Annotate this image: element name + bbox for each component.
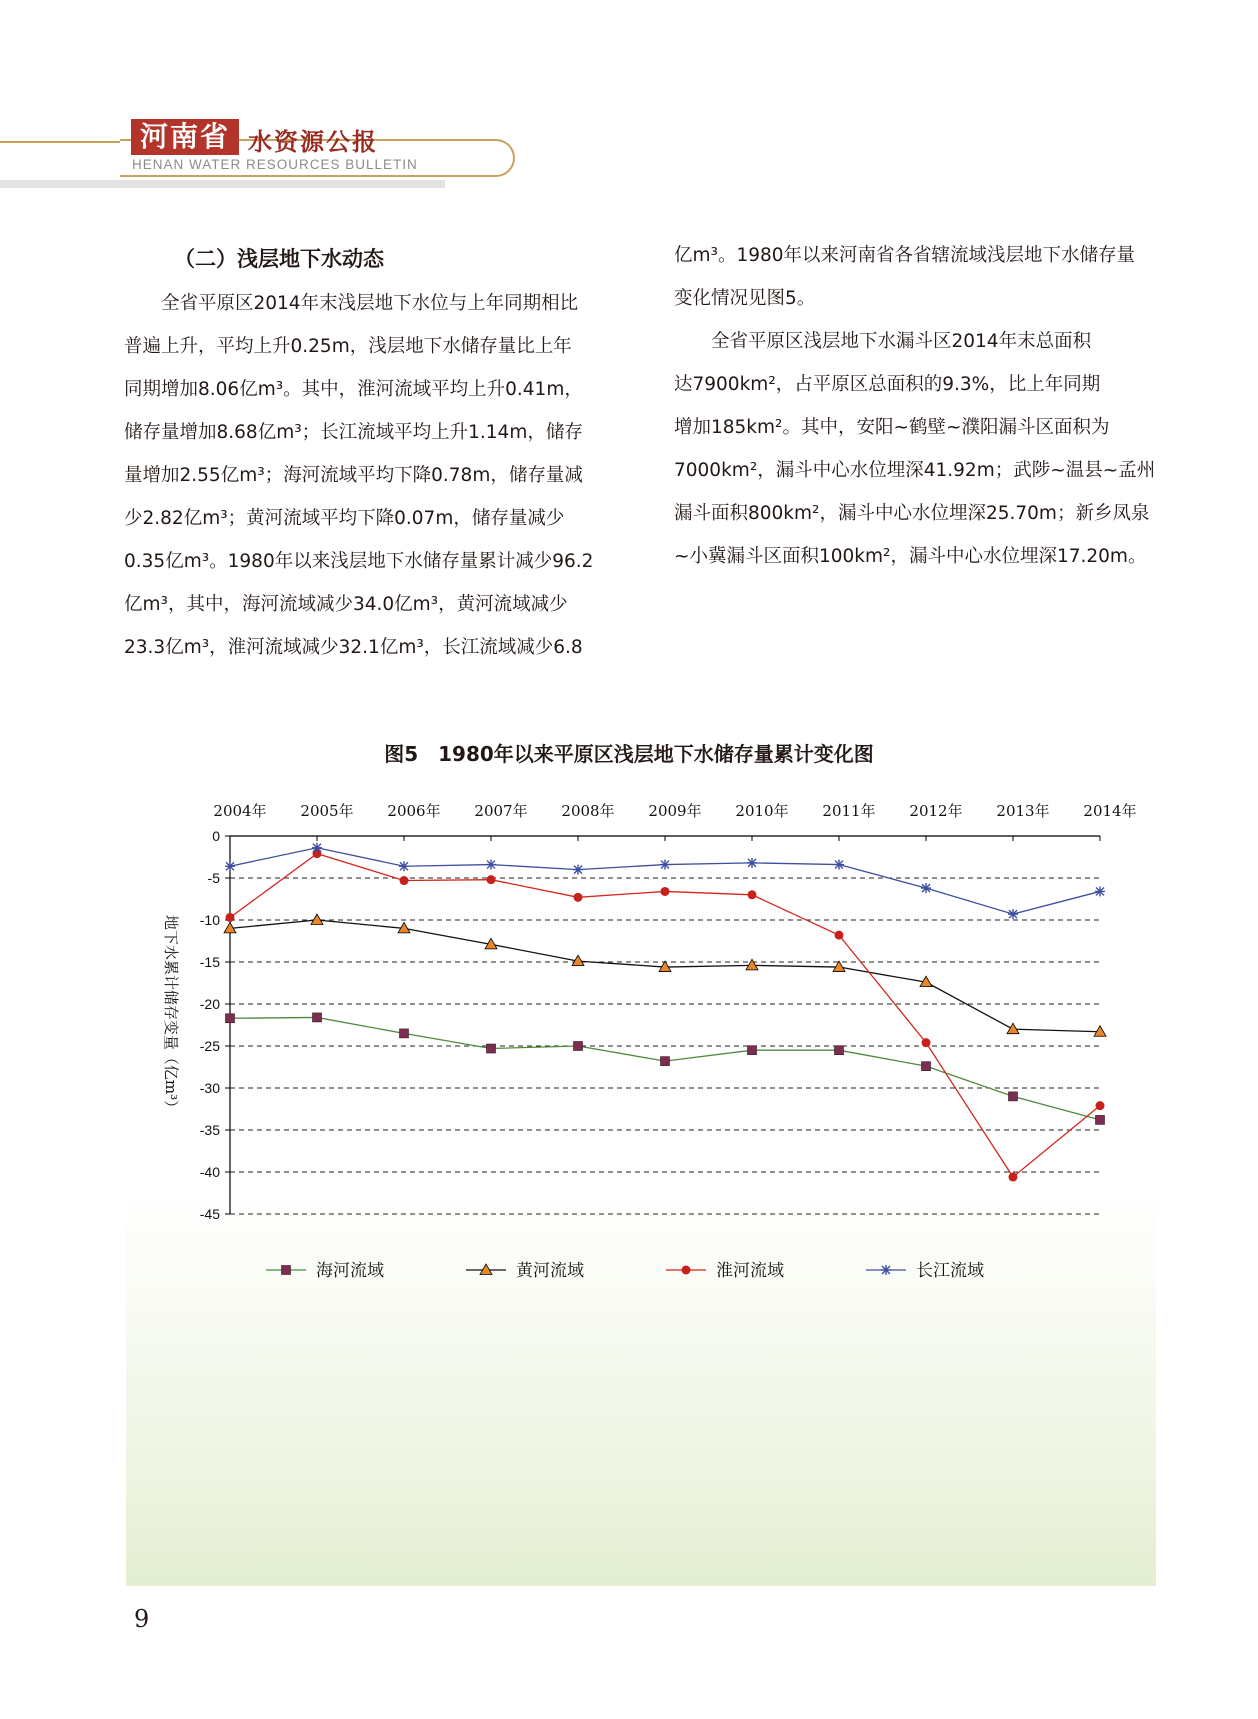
data-point	[921, 883, 931, 893]
x-tick-label: 2011年	[822, 802, 876, 820]
data-point	[399, 861, 409, 871]
text-line: 23.3亿m³，淮河流域减少32.1亿m³，长江流域减少6.8	[124, 637, 583, 658]
y-tick-label: -10	[199, 912, 220, 928]
data-point	[573, 865, 583, 875]
data-point	[312, 843, 322, 853]
data-point	[661, 1057, 670, 1066]
data-point	[487, 1044, 496, 1053]
text-line: 达7900km²，占平原区总面积的9.3%，比上年同期	[674, 374, 1101, 395]
x-tick-label: 2008年	[561, 802, 615, 820]
data-point	[486, 860, 496, 870]
y-axis-title: 地下水累计储存变量（亿m³）	[162, 914, 180, 1116]
series-line	[230, 920, 1100, 1032]
text-line: 漏斗面积800km²，漏斗中心水位埋深25.70m；新乡凤泉	[674, 503, 1150, 524]
y-tick-label: -30	[199, 1080, 220, 1096]
data-point	[660, 860, 670, 870]
y-tick-label: -20	[199, 996, 220, 1012]
section-title: （二）浅层地下水动态	[174, 247, 384, 271]
data-point	[225, 861, 235, 871]
data-point	[400, 1029, 409, 1038]
data-point	[1096, 1115, 1105, 1124]
data-point	[311, 914, 323, 925]
right-column	[674, 234, 1174, 578]
y-tick-label: 0	[212, 828, 220, 844]
legend-label: 淮河流域	[716, 1261, 784, 1281]
series-line	[230, 1017, 1100, 1119]
data-point	[881, 1265, 891, 1275]
text-line: 增加185km²。其中，安阳~鹤壁~濮阳漏斗区面积为	[674, 417, 1110, 438]
y-tick-label: -40	[199, 1164, 220, 1180]
header-subtitle: HENAN WATER RESOURCES BULLETIN	[132, 157, 418, 172]
text-line: 亿m³。1980年以来河南省各省辖流域浅层地下水储存量	[674, 245, 1136, 266]
data-point	[748, 1046, 757, 1055]
data-point	[682, 1266, 691, 1275]
data-point	[747, 858, 757, 868]
y-tick-label: -45	[199, 1206, 220, 1222]
y-tick-label: -35	[199, 1122, 220, 1138]
legend-label: 海河流域	[316, 1261, 384, 1281]
data-point	[835, 1046, 844, 1055]
series-line	[230, 854, 1100, 1177]
data-point	[1095, 886, 1105, 896]
line-chart	[126, 780, 1156, 1290]
header-badge: 河南省	[131, 119, 239, 155]
data-point	[400, 876, 409, 885]
data-point	[746, 959, 758, 970]
text-line: 7000km²，漏斗中心水位埋深41.92m；武陟~温县~孟州	[674, 460, 1156, 481]
legend-label: 黄河流域	[516, 1261, 584, 1281]
x-tick-label: 2007年	[474, 802, 528, 820]
data-point	[834, 860, 844, 870]
text-line: 少2.82亿m³；黄河流域平均下降0.07m，储存量减少	[124, 508, 565, 529]
data-point	[313, 1013, 322, 1022]
text-line: 变化情况见图5。	[674, 288, 816, 309]
y-tick-label: -5	[207, 870, 220, 886]
chart-svg	[126, 780, 1156, 1290]
data-point	[922, 1062, 931, 1071]
text-line: 0.35亿m³。1980年以来浅层地下水储存量累计减少96.2	[124, 551, 594, 572]
text-line: 量增加2.55亿m³；海河流域平均下降0.78m，储存量减	[124, 465, 583, 486]
data-point	[487, 875, 496, 884]
text-line: 同期增加8.06亿m³。其中，淮河流域平均上升0.41m，	[124, 379, 583, 400]
y-tick-label: -25	[199, 1038, 220, 1054]
data-point	[226, 913, 235, 922]
page-number: 9	[134, 1605, 150, 1633]
text-line: 储存量增加8.68亿m³；长江流域平均上升1.14m，储存	[124, 422, 583, 443]
header-rule-left	[0, 141, 120, 143]
x-tick-label: 2012年	[909, 802, 963, 820]
data-point	[835, 931, 844, 940]
x-tick-label: 2005年	[300, 802, 354, 820]
data-point	[480, 1264, 492, 1275]
data-point	[1008, 909, 1018, 919]
legend-label: 长江流域	[916, 1261, 984, 1281]
header-gray-bar	[0, 180, 445, 188]
data-point	[1096, 1101, 1105, 1110]
x-tick-label: 2010年	[735, 802, 789, 820]
data-point	[661, 887, 670, 896]
text-line: ~小冀漏斗区面积100km²，漏斗中心水位埋深17.20m。	[674, 546, 1147, 567]
x-tick-label: 2006年	[387, 802, 441, 820]
series-line	[230, 848, 1100, 914]
data-point	[922, 1038, 931, 1047]
data-point	[833, 961, 845, 972]
data-point	[1009, 1173, 1018, 1182]
x-tick-label: 2004年	[213, 802, 267, 820]
text-line: 亿m³，其中，海河流域减少34.0亿m³，黄河流域减少	[124, 594, 568, 615]
text-line: 普遍上升，平均上升0.25m，浅层地下水储存量比上年	[124, 336, 572, 357]
data-point	[226, 1014, 235, 1023]
header-title: 水资源公报	[248, 127, 378, 156]
data-point	[282, 1266, 291, 1275]
data-point	[748, 890, 757, 899]
text-line: 全省平原区浅层地下水漏斗区2014年末总面积	[711, 331, 1092, 352]
data-point	[1009, 1092, 1018, 1101]
y-tick-label: -15	[199, 954, 220, 970]
left-column	[124, 236, 624, 669]
x-tick-label: 2013年	[996, 802, 1050, 820]
figure-title: 图5 1980年以来平原区浅层地下水储存量累计变化图	[384, 742, 874, 766]
text-line: 全省平原区2014年末浅层地下水位与上年同期相比	[161, 293, 579, 314]
x-tick-label: 2014年	[1083, 802, 1137, 820]
data-point	[574, 1042, 583, 1051]
data-point	[1007, 1023, 1019, 1033]
data-point	[574, 893, 583, 902]
x-tick-label: 2009年	[648, 802, 702, 820]
